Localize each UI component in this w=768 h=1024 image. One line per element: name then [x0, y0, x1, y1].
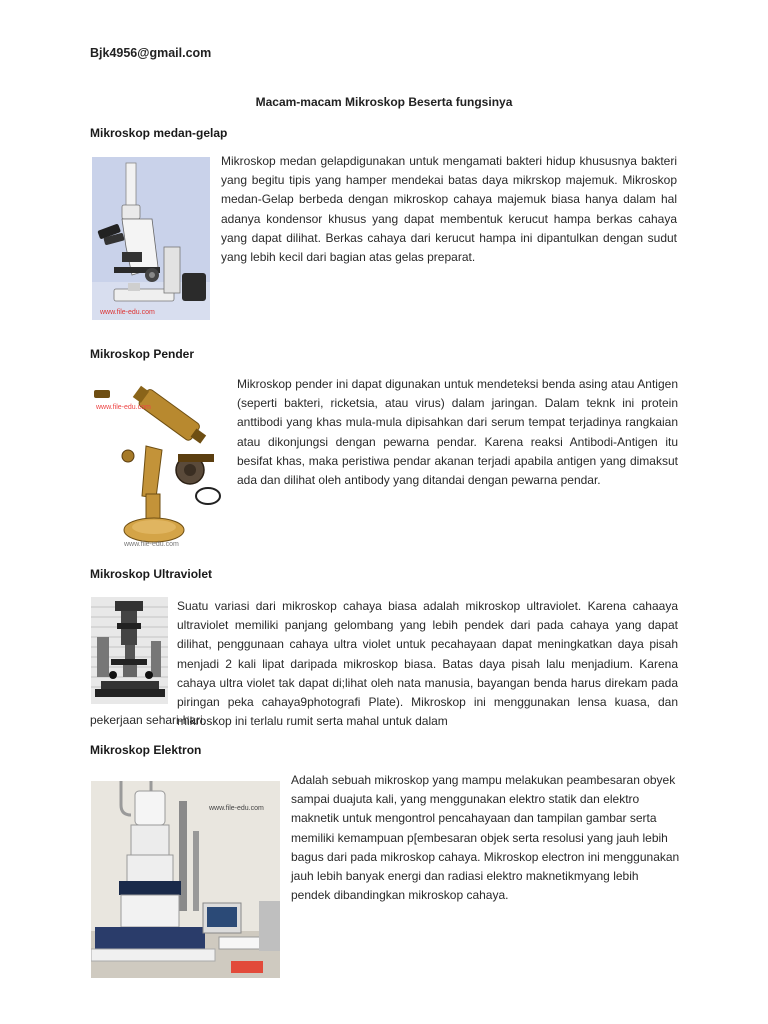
paragraph-ultraviolet-continuation: pekerjaan sehari-hari. [90, 713, 207, 727]
brass-microscope-photo [90, 378, 228, 551]
image-watermark: www.file-edu.com [124, 541, 179, 548]
dark-field-microscope-photo [92, 157, 210, 320]
document-title: Macam-macam Mikroskop Beserta fungsinya [255, 95, 513, 109]
image-watermark: www.file-edu.com [100, 309, 155, 316]
section-heading-ultraviolet: Mikroskop Ultraviolet [90, 567, 213, 581]
author-email: Bjk4956@gmail.com [90, 46, 212, 60]
paragraph-dark-field: Mikroskop medan gelapdigunakan untuk mengamati bakteri hidup khususnya bakteri yang begitu tipis yang hamper mendekai batas daya mikrskop majemuk. Mikroskop medan-Gelap berbeda dengan mikroskop cahaya majemuk biasa hanya dalam hal adanya kondensor khusus yang dapat membentuk kerucut hampa berkas cahaya yang dapat dilihat. Berkas cahaya dari kerucut hampa ini dipantulkan dengan sudut yang lebih kecil dari bagian atas gelas preparat. [221, 154, 677, 265]
section-heading-electron: Mikroskop Elektron [90, 743, 202, 757]
image-watermark: www.file-edu.com [96, 404, 151, 411]
paragraph-electron: Adalah sebuah mikroskop yang mampu melakukan peambesaran obyek sampai duajuta kali, yang menggunakan elektro statik dan elektro maknetik untuk mengontrol pencahayaan dan tampilan gambar serta memiliki kemampuan p[embesaran objek serta resolusi yang jauh lebih bagus dari pada mikroskop cahaya. Mikroskop electron ini menggunakan jauh lebih banyak energi dan radiasi elektro maknetikmyang lebih pendek dibandingkan mikroskop cahaya. [291, 773, 680, 903]
section-heading-dark-field: Mikroskop medan-gelap [90, 126, 228, 140]
image-watermark: www.file-edu.com [209, 805, 264, 812]
ultraviolet-microscope-engraving [91, 597, 168, 704]
electron-microscope-lab-photo [91, 781, 280, 978]
paragraph-ultraviolet: Suatu variasi dari mikroskop cahaya biasa adalah mikroskop ultraviolet. Karena cahaaya ultraviolet memiliki panjang gelombang yang lebih pendek dari pada cahaya yang dapat dilihat, penggunaan cahaya ultra violet untuk pecahayaan dapat meningkatkan daya pisah menjadi 2 kali lipat daripada mikroskop biasa. Batas daya pisah lalu menjadium. Karena cahaya ultra violet tak dapat di;lihat oleh nata manusia, bayangan benda harus direkam pada piringan peka cahaya9photografi Plate). Mikroskop ini menggunakan lensa kuasa, dan mikroskop ini terlalu rumit serta mahal untuk dalam [177, 599, 678, 729]
paragraph-pender: Mikroskop pender ini dapat digunakan untuk mendeteksi benda asing atau Antigen (seperti bakteri, ricketsia, atau virus) dalam jaringan. Dalam teknk ini protein anttibodi yang khas mula-mula dipisahkan dari serum tempat terjadinya rangkaian atau dikonjungsi dengan pewarna pendar. Karena reaksi Antibodi-Antigen itu besifat khas, maka peristiwa pendar akanan terjadi apabila antigen yang dimaksut ada dan dilihat oleh antibody yang ditandai dengan pewarna pendar. [237, 377, 678, 488]
section-heading-pender: Mikroskop Pender [90, 347, 195, 361]
